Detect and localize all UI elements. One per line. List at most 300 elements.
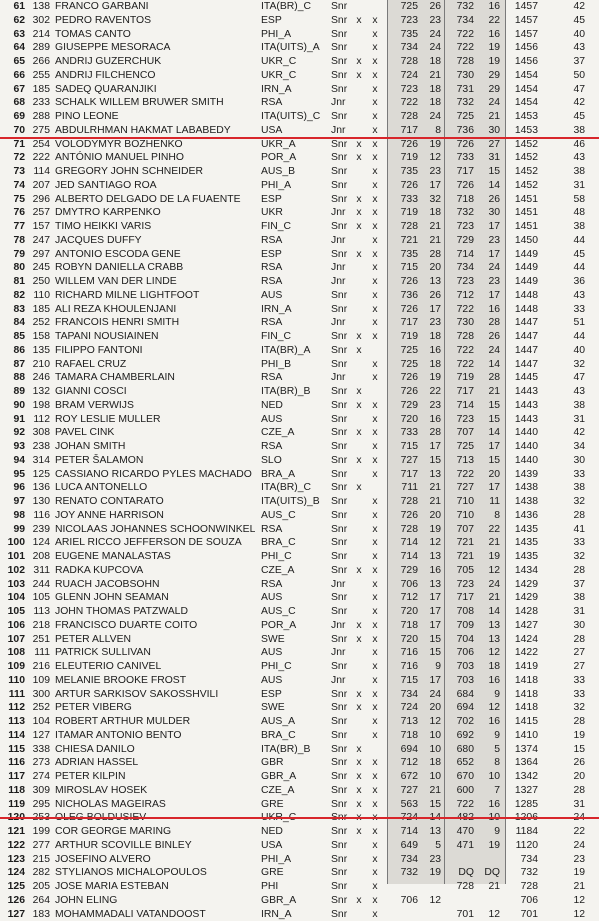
flag-mark: x	[370, 523, 380, 537]
total-score: 1418	[502, 701, 538, 715]
total-x-count: 38	[555, 220, 585, 234]
country-team: ESP	[261, 688, 327, 702]
flag-mark: x	[370, 550, 380, 564]
score-day-1: 725	[392, 344, 418, 358]
score-day-2: 736	[448, 124, 474, 138]
competitor-name: PETER KILPIN	[55, 770, 255, 784]
country-team: ITA(BR)_B	[261, 743, 327, 757]
class-cell: Snr	[331, 633, 353, 647]
rank-cell: 77	[3, 220, 25, 234]
score-day-1: 728	[392, 495, 418, 509]
country-team: NED	[261, 399, 327, 413]
country-team: AUS	[261, 591, 327, 605]
total-score: 1418	[502, 674, 538, 688]
x-count-day-2: 21	[478, 591, 500, 605]
table-row	[0, 28, 599, 42]
total-score: 1452	[502, 179, 538, 193]
table-row	[0, 564, 599, 578]
class-cell: Snr	[331, 151, 353, 165]
x-count-day-2: 15	[478, 399, 500, 413]
competitor-name: MOHAMMADALI VATANDOOST	[55, 908, 255, 921]
score-day-2: 732	[448, 96, 474, 110]
class-cell: Jnr	[331, 234, 353, 248]
total-score: 1419	[502, 660, 538, 674]
flag-mark: x	[370, 179, 380, 193]
bib-cell: 136	[28, 481, 50, 495]
total-score: 1364	[502, 756, 538, 770]
rank-cell: 85	[3, 330, 25, 344]
score-day-2: 730	[448, 316, 474, 330]
class-cell: Snr	[331, 564, 353, 578]
rank-cell: 110	[3, 674, 25, 688]
class-cell: Snr	[331, 385, 353, 399]
table-row	[0, 894, 599, 908]
rank-cell: 86	[3, 344, 25, 358]
bib-cell: 138	[28, 0, 50, 14]
x-count-day-2: 24	[478, 578, 500, 592]
country-team: RSA	[261, 261, 327, 275]
total-x-count: 42	[555, 96, 585, 110]
total-x-count: 44	[555, 330, 585, 344]
total-x-count: 19	[555, 729, 585, 743]
x-count-day-2: 22	[478, 523, 500, 537]
score-day-2: 703	[448, 674, 474, 688]
score-day-2: 717	[448, 165, 474, 179]
x-count-day-2: 26	[478, 193, 500, 207]
country-team: SLO	[261, 454, 327, 468]
total-x-count: 44	[555, 261, 585, 275]
score-day-2: 733	[448, 151, 474, 165]
flag-mark: x	[354, 633, 364, 647]
score-day-2: 470	[448, 825, 474, 839]
competitor-name: ABDULRHMAN HAKMAT LABABEDY	[55, 124, 255, 138]
flag-mark: x	[370, 715, 380, 729]
flag-mark: x	[354, 220, 364, 234]
total-x-count: 26	[555, 756, 585, 770]
score-day-1: 713	[392, 715, 418, 729]
total-x-count: 47	[555, 371, 585, 385]
flag-mark: x	[370, 619, 380, 633]
score-day-2: 727	[448, 481, 474, 495]
country-team: PHI_C	[261, 660, 327, 674]
country-team: AUS	[261, 289, 327, 303]
score-day-2: 705	[448, 564, 474, 578]
competitor-name: EUGENE MANALASTAS	[55, 550, 255, 564]
flag-mark: x	[370, 633, 380, 647]
x-count-day-1: 24	[421, 28, 441, 42]
total-x-count: 43	[555, 41, 585, 55]
total-x-count: 44	[555, 234, 585, 248]
total-x-count: 43	[555, 385, 585, 399]
class-cell: Snr	[331, 165, 353, 179]
total-x-count: 24	[555, 839, 585, 853]
class-cell: Snr	[331, 853, 353, 867]
table-row	[0, 165, 599, 179]
bib-cell: 111	[28, 646, 50, 660]
flag-mark: x	[370, 110, 380, 124]
flag-mark: x	[354, 385, 364, 399]
table-row	[0, 220, 599, 234]
score-day-2: 708	[448, 605, 474, 619]
score-day-1: 734	[392, 688, 418, 702]
flag-mark: x	[370, 275, 380, 289]
total-score: 1454	[502, 83, 538, 97]
total-score: 1457	[502, 14, 538, 28]
country-team: USA	[261, 124, 327, 138]
total-score: 1451	[502, 206, 538, 220]
flag-mark: x	[370, 660, 380, 674]
table-row	[0, 536, 599, 550]
x-count-day-1: 16	[421, 564, 441, 578]
total-x-count: 23	[555, 853, 585, 867]
country-team: ITA(BR)_A	[261, 344, 327, 358]
x-count-day-2: 16	[478, 0, 500, 14]
score-day-1: 726	[392, 275, 418, 289]
x-count-day-2: 8	[478, 509, 500, 523]
competitor-name: TAPANI NOUSIAINEN	[55, 330, 255, 344]
x-count-day-2: 28	[478, 371, 500, 385]
competitor-name: BRAM VERWIJS	[55, 399, 255, 413]
x-count-day-1: 18	[421, 756, 441, 770]
total-score: 1456	[502, 41, 538, 55]
table-row	[0, 138, 599, 152]
class-cell: Jnr	[331, 206, 353, 220]
x-count-day-2: 12	[478, 564, 500, 578]
x-count-day-2: 29	[478, 69, 500, 83]
rank-cell: 97	[3, 495, 25, 509]
score-day-1: 735	[392, 28, 418, 42]
x-count-day-1: 12	[421, 536, 441, 550]
total-x-count: 31	[555, 798, 585, 812]
flag-mark: x	[370, 261, 380, 275]
flag-mark: x	[370, 399, 380, 413]
score-day-1: 712	[392, 756, 418, 770]
total-x-count: 48	[555, 206, 585, 220]
total-x-count: 33	[555, 468, 585, 482]
bib-cell: 245	[28, 261, 50, 275]
x-count-day-2: 15	[478, 165, 500, 179]
rank-cell: 94	[3, 454, 25, 468]
table-row	[0, 880, 599, 894]
class-cell: Snr	[331, 28, 353, 42]
flag-mark: x	[370, 688, 380, 702]
flag-mark: x	[354, 798, 364, 812]
x-count-day-2: 17	[478, 248, 500, 262]
class-cell: Snr	[331, 481, 353, 495]
total-score: 1452	[502, 138, 538, 152]
bib-cell: 296	[28, 193, 50, 207]
x-count-day-1: 8	[421, 124, 441, 138]
total-score: 732	[502, 866, 538, 880]
class-cell: Jnr	[331, 578, 353, 592]
competitor-name: GIANNI COSCI	[55, 385, 255, 399]
class-cell: Snr	[331, 660, 353, 674]
class-cell: Snr	[331, 289, 353, 303]
x-count-day-1: 17	[421, 605, 441, 619]
table-row	[0, 358, 599, 372]
x-count-day-1: 16	[421, 413, 441, 427]
total-score: 1443	[502, 385, 538, 399]
x-count-day-1: 23	[421, 14, 441, 28]
flag-mark: x	[354, 743, 364, 757]
rank-cell: 113	[3, 715, 25, 729]
x-count-day-1: 24	[421, 110, 441, 124]
class-cell: Snr	[331, 784, 353, 798]
x-count-day-1: 17	[421, 674, 441, 688]
class-cell: Snr	[331, 0, 353, 14]
class-cell: Snr	[331, 344, 353, 358]
flag-mark: x	[370, 165, 380, 179]
competitor-name: FRANCO GARBANI	[55, 0, 255, 14]
competitor-name: CHIESA DANILO	[55, 743, 255, 757]
score-day-1: 726	[392, 138, 418, 152]
total-score: 1438	[502, 495, 538, 509]
competitor-name: ALI REZA KHOULENJANI	[55, 303, 255, 317]
score-day-2: 730	[448, 69, 474, 83]
rank-cell: 89	[3, 385, 25, 399]
bib-cell: 135	[28, 344, 50, 358]
x-count-day-1: 23	[421, 853, 441, 867]
score-day-1: 719	[392, 206, 418, 220]
x-count-day-1: 18	[421, 55, 441, 69]
x-count-day-2: 28	[478, 316, 500, 330]
table-row	[0, 124, 599, 138]
x-count-day-1: 23	[421, 399, 441, 413]
score-day-1: 724	[392, 69, 418, 83]
class-cell: Snr	[331, 701, 353, 715]
score-day-1: 715	[392, 440, 418, 454]
total-x-count: 19	[555, 866, 585, 880]
x-count-day-2: 14	[478, 426, 500, 440]
bib-cell: 247	[28, 234, 50, 248]
rank-cell: 114	[3, 729, 25, 743]
table-row	[0, 481, 599, 495]
score-day-2: 694	[448, 701, 474, 715]
class-cell: Snr	[331, 303, 353, 317]
total-x-count: 28	[555, 509, 585, 523]
flag-mark: x	[354, 481, 364, 495]
competitor-name: PETER ŠALAMON	[55, 454, 255, 468]
competitor-name: RENATO CONTARATO	[55, 495, 255, 509]
rank-cell: 73	[3, 165, 25, 179]
score-day-1: 719	[392, 330, 418, 344]
x-count-day-1: 20	[421, 509, 441, 523]
score-day-1: 735	[392, 165, 418, 179]
bib-cell: 297	[28, 248, 50, 262]
flag-mark: x	[370, 798, 380, 812]
flag-mark: x	[354, 825, 364, 839]
country-team: GRE	[261, 866, 327, 880]
competitor-name: FRANCOIS HENRI SMITH	[55, 316, 255, 330]
competitor-name: ROBYN DANIELLA CRABB	[55, 261, 255, 275]
x-count-day-2: 14	[478, 605, 500, 619]
score-day-2: 731	[448, 83, 474, 97]
bib-cell: 257	[28, 206, 50, 220]
class-cell: Jnr	[331, 261, 353, 275]
total-x-count: 43	[555, 289, 585, 303]
x-count-day-1: 17	[421, 440, 441, 454]
rank-cell: 100	[3, 536, 25, 550]
score-day-1: 735	[392, 248, 418, 262]
competitor-name: LUCA ANTONELLO	[55, 481, 255, 495]
score-day-2: 722	[448, 28, 474, 42]
total-score: 1448	[502, 289, 538, 303]
score-day-2: 726	[448, 138, 474, 152]
class-cell: Snr	[331, 866, 353, 880]
x-count-day-1: 19	[421, 138, 441, 152]
competitor-name: ITAMAR ANTONIO BENTO	[55, 729, 255, 743]
x-count-day-1: 26	[421, 289, 441, 303]
bib-cell: 277	[28, 839, 50, 853]
bib-cell: 132	[28, 385, 50, 399]
competitor-name: MELANIE BROOKE FROST	[55, 674, 255, 688]
score-day-1: 723	[392, 14, 418, 28]
table-row	[0, 248, 599, 262]
country-team: UKR_C	[261, 55, 327, 69]
flag-mark: x	[370, 28, 380, 42]
table-row	[0, 495, 599, 509]
competitor-name: ANTONIO ESCODA GENE	[55, 248, 255, 262]
table-row	[0, 770, 599, 784]
country-team: RSA	[261, 96, 327, 110]
total-score: 1418	[502, 688, 538, 702]
total-score: 1440	[502, 440, 538, 454]
score-day-1: 728	[392, 110, 418, 124]
score-day-2: 732	[448, 206, 474, 220]
class-cell: Snr	[331, 138, 353, 152]
x-count-day-1: 12	[421, 715, 441, 729]
class-cell: Snr	[331, 220, 353, 234]
competitor-name: ARIEL RICCO JEFFERSON DE SOUZA	[55, 536, 255, 550]
total-x-count: 27	[555, 646, 585, 660]
score-day-2: 723	[448, 413, 474, 427]
class-cell: Snr	[331, 605, 353, 619]
country-team: UKR	[261, 206, 327, 220]
class-cell: Snr	[331, 468, 353, 482]
bib-cell: 185	[28, 303, 50, 317]
score-day-1: 720	[392, 413, 418, 427]
bib-cell: 207	[28, 179, 50, 193]
x-count-day-1: 12	[421, 894, 441, 908]
score-day-2: 717	[448, 591, 474, 605]
score-day-2: 722	[448, 798, 474, 812]
flag-mark: x	[354, 69, 364, 83]
bib-cell: 250	[28, 275, 50, 289]
bib-cell: 238	[28, 440, 50, 454]
x-count-day-2: 17	[478, 220, 500, 234]
competitor-name: FRANCISCO DUARTE COITO	[55, 619, 255, 633]
rank-cell: 70	[3, 124, 25, 138]
x-count-day-1: 21	[421, 784, 441, 798]
bib-cell: 110	[28, 289, 50, 303]
total-score: 1422	[502, 646, 538, 660]
total-score: 1374	[502, 743, 538, 757]
country-team: ESP	[261, 14, 327, 28]
x-count-day-1: 28	[421, 426, 441, 440]
total-x-count: 42	[555, 426, 585, 440]
bib-cell: 215	[28, 853, 50, 867]
bib-cell: 252	[28, 316, 50, 330]
flag-mark: x	[370, 426, 380, 440]
total-score: 1457	[502, 28, 538, 42]
total-x-count: 32	[555, 550, 585, 564]
rank-cell: 74	[3, 179, 25, 193]
country-team: UKR_C	[261, 69, 327, 83]
table-row	[0, 55, 599, 69]
rank-cell: 123	[3, 853, 25, 867]
country-team: BRA_A	[261, 468, 327, 482]
x-count-day-1: 18	[421, 83, 441, 97]
x-count-day-2: 9	[478, 688, 500, 702]
country-team: FIN_C	[261, 220, 327, 234]
flag-mark: x	[370, 536, 380, 550]
score-day-2: 703	[448, 660, 474, 674]
flag-mark: x	[370, 138, 380, 152]
x-count-day-2: 14	[478, 358, 500, 372]
bib-cell: 300	[28, 688, 50, 702]
country-team: UKR_A	[261, 138, 327, 152]
x-count-day-1: 17	[421, 179, 441, 193]
country-team: PHI_B	[261, 358, 327, 372]
x-count-day-1: 15	[421, 798, 441, 812]
flag-mark: x	[354, 619, 364, 633]
competitor-name: ROY LESLIE MULLER	[55, 413, 255, 427]
bib-cell: 198	[28, 399, 50, 413]
competitor-name: JOHN THOMAS PATZWALD	[55, 605, 255, 619]
x-count-day-1: 13	[421, 578, 441, 592]
table-row	[0, 316, 599, 330]
score-day-2: 471	[448, 839, 474, 853]
rank-cell: 88	[3, 371, 25, 385]
score-day-2: 719	[448, 371, 474, 385]
total-score: 1443	[502, 399, 538, 413]
score-day-1: 733	[392, 426, 418, 440]
total-score: 1452	[502, 165, 538, 179]
bib-cell: 210	[28, 358, 50, 372]
class-cell: Snr	[331, 193, 353, 207]
score-day-2: 710	[448, 495, 474, 509]
flag-mark: x	[370, 756, 380, 770]
rank-cell: 102	[3, 564, 25, 578]
table-row	[0, 646, 599, 660]
class-cell: Snr	[331, 894, 353, 908]
score-day-2: 726	[448, 179, 474, 193]
score-day-1: 728	[392, 220, 418, 234]
x-count-day-1: 19	[421, 371, 441, 385]
x-count-day-2: 16	[478, 674, 500, 688]
rank-cell: 117	[3, 770, 25, 784]
country-team: ITA(UITS)_B	[261, 495, 327, 509]
country-team: ITA(BR)_C	[261, 481, 327, 495]
x-count-day-2: 11	[478, 495, 500, 509]
table-row	[0, 69, 599, 83]
score-day-1: 718	[392, 729, 418, 743]
score-day-1: 726	[392, 371, 418, 385]
score-day-2: 723	[448, 578, 474, 592]
flag-mark: x	[354, 55, 364, 69]
score-day-2: 729	[448, 234, 474, 248]
table-row	[0, 41, 599, 55]
total-score: 1449	[502, 248, 538, 262]
score-day-1: 724	[392, 701, 418, 715]
flag-mark: x	[370, 193, 380, 207]
competitor-name: JOY ANNE HARRISON	[55, 509, 255, 523]
competitor-name: ANTÓNIO MANUEL PINHO	[55, 151, 255, 165]
table-row	[0, 688, 599, 702]
total-score: 1445	[502, 371, 538, 385]
score-day-1: 725	[392, 0, 418, 14]
x-count-day-1: 21	[421, 234, 441, 248]
